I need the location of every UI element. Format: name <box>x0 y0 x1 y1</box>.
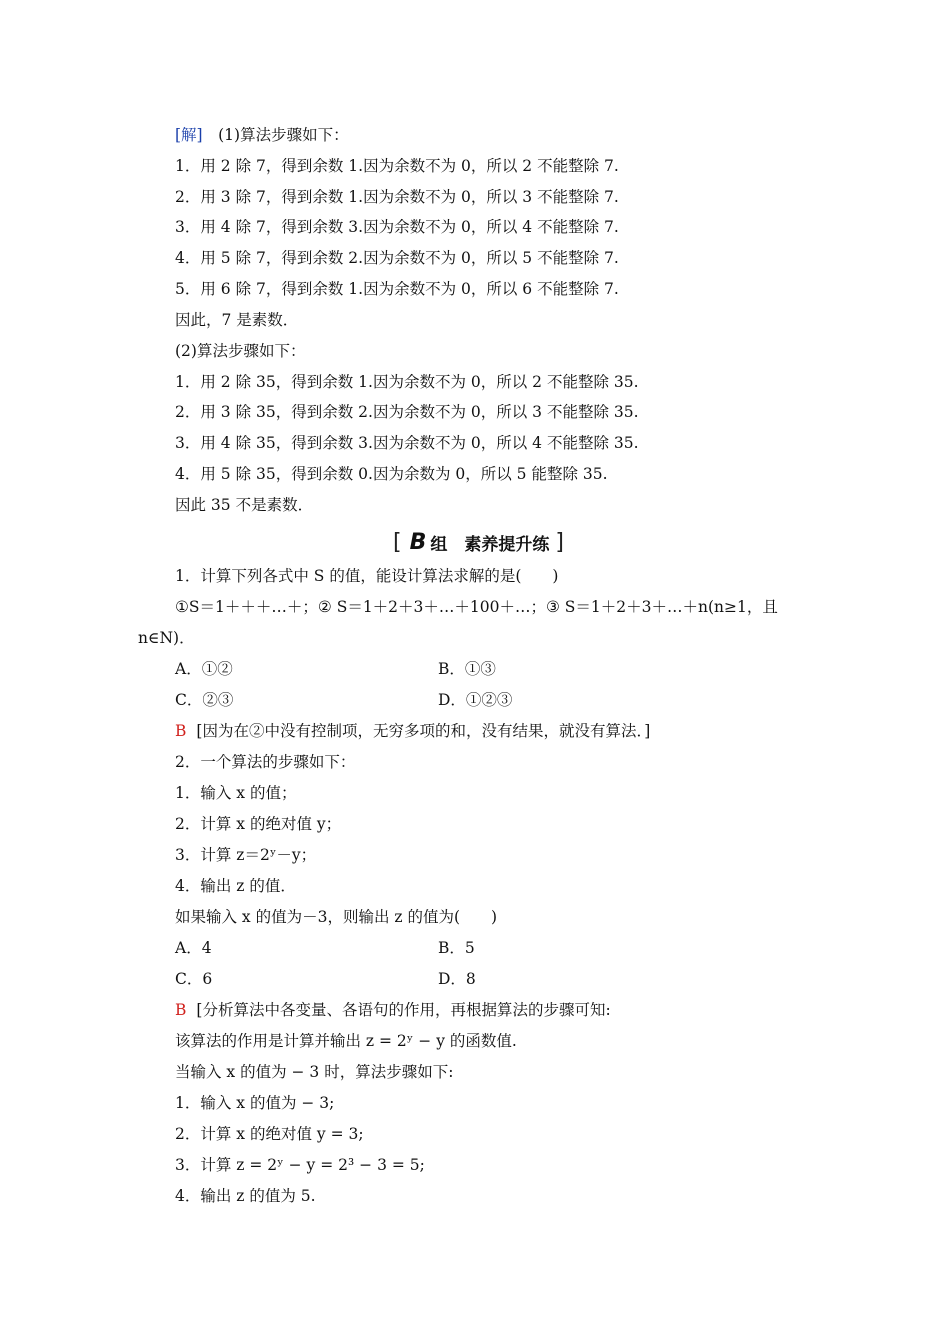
q1-expression-line: ①S＝1＋＋＋…＋；② S＝1＋2＋3＋…＋100＋…；③ S＝1＋2＋3＋…＋n(n≥1，且 <box>175 598 778 616</box>
q2-option-c: C．6 <box>175 970 213 988</box>
solution-heading-text: (1)算法步骤如下： <box>218 126 349 144</box>
q2-explanation-line: 4．输出 z 的值为 5. <box>175 1187 316 1205</box>
text-line: 5．用 6 除 7，得到余数 1.因为余数不为 0，所以 6 不能整除 7. <box>175 280 619 298</box>
q1-expression-line-cont: n∈N)． <box>138 629 195 647</box>
q2-step: 1．输入 x 的值； <box>175 784 297 802</box>
text-line: 2．用 3 除 7，得到余数 1.因为余数不为 0，所以 3 不能整除 7. <box>175 188 619 206</box>
q1-stem: 1．计算下列各式中 S 的值，能设计算法求解的是( ) <box>175 567 559 585</box>
section-header <box>393 529 564 555</box>
text-line: 4．用 5 除 35，得到余数 0.因为余数为 0，所以 5 能整除 35. <box>175 465 608 483</box>
q1-answer-letter: B <box>175 722 187 740</box>
text-line: (2)算法步骤如下： <box>175 342 306 360</box>
text-line: 1．用 2 除 7，得到余数 1.因为余数不为 0，所以 2 不能整除 7. <box>175 157 619 175</box>
q1-option-c: C．②③ <box>175 691 234 709</box>
text-line: 4．用 5 除 7，得到余数 2.因为余数不为 0，所以 5 不能整除 7. <box>175 249 619 267</box>
solution-heading <box>175 125 349 145</box>
section-bracket-open: [ <box>393 529 402 555</box>
q2-option-d: D．8 <box>438 970 476 988</box>
text-line: 3．用 4 除 35，得到余数 3.因为余数不为 0，所以 4 不能整除 35. <box>175 434 639 452</box>
q2-answer-line <box>175 1000 611 1020</box>
q1-option-a: A．①② <box>175 660 233 678</box>
q2-stem: 2．一个算法的步骤如下： <box>175 753 356 771</box>
section-letter: B <box>409 529 427 555</box>
q1-option-d: D．①②③ <box>438 691 513 709</box>
q2-explanation-line: 3．计算 z = 2ʸ − y = 2³ − 3 = 5; <box>175 1156 425 1174</box>
text-line: 3．用 4 除 7，得到余数 3.因为余数不为 0，所以 4 不能整除 7. <box>175 218 619 236</box>
q1-answer-line <box>175 721 650 741</box>
text-line: 因此 35 不是素数． <box>175 496 314 514</box>
q2-explanation: [分析算法中各变量、各语句的作用，再根据算法的步骤可知: <box>196 1001 611 1019</box>
q2-question: 如果输入 x 的值为－3，则输出 z 的值为( ) <box>175 908 498 926</box>
q2-step: 3．计算 z＝2ʸ－y； <box>175 846 317 864</box>
q2-explanation-line: 当输入 x 的值为 − 3 时，算法步骤如下: <box>175 1063 454 1081</box>
section-title: 组 素养提升练 <box>430 534 550 555</box>
q1-explanation: [因为在②中没有控制项，无穷多项的和，没有结果，就没有算法．] <box>196 722 651 740</box>
q1-option-b: B．①③ <box>438 660 496 678</box>
q2-step: 4．输出 z 的值． <box>175 877 296 895</box>
text-line: 因此，7 是素数． <box>175 311 299 329</box>
text-line: 2．用 3 除 35，得到余数 2.因为余数不为 0，所以 3 不能整除 35. <box>175 403 639 421</box>
q2-step: 2．计算 x 的绝对值 y； <box>175 815 342 833</box>
q2-explanation-line: 2．计算 x 的绝对值 y = 3; <box>175 1125 364 1143</box>
q2-option-b: B．5 <box>438 939 475 957</box>
q2-answer-letter: B <box>175 1001 187 1019</box>
section-bracket-close: ] <box>555 529 564 555</box>
q2-option-a: A．4 <box>175 939 212 957</box>
q2-explanation-line: 1．输入 x 的值为 − 3; <box>175 1094 335 1112</box>
text-line: 1．用 2 除 35，得到余数 1.因为余数不为 0，所以 2 不能整除 35. <box>175 373 639 391</box>
q2-explanation-line: 该算法的作用是计算并输出 z = 2ʸ − y 的函数值. <box>175 1032 517 1050</box>
solution-tag: [解] <box>175 126 203 144</box>
